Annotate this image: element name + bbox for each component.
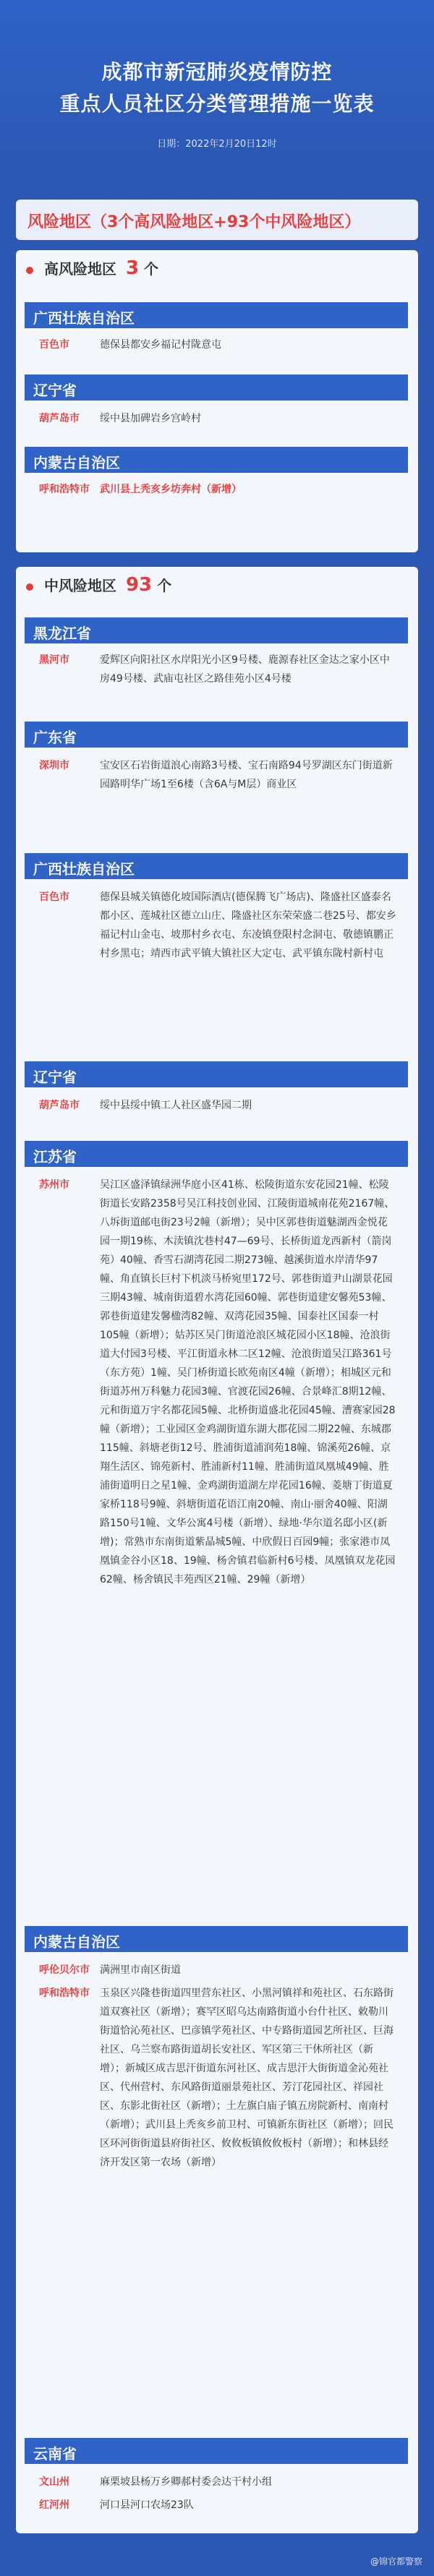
- title-line-2: 重点人员社区分类管理措施一览表: [59, 92, 375, 116]
- risk-summary-banner: [16, 200, 418, 240]
- province-neimenggu-high: 内蒙古自治区: [25, 447, 408, 473]
- high-risk-label: 高风险地区: [43, 260, 116, 278]
- city-label: 呼和浩特市: [39, 484, 90, 495]
- location-text: 宝安区石岩街道浪心南路3号楼、宝石南路94号罗湖区东门街道新园路明华广场1至6楼（含6A与M层）商业区: [100, 760, 393, 790]
- location-text: 绥中县加碑岩乡宫岭村: [100, 413, 201, 424]
- high-risk-count: 3: [125, 257, 140, 279]
- province-guangxi-high: 广西壮族自治区: [25, 302, 408, 328]
- province-neimenggu-mid: 内蒙古自治区: [25, 1926, 408, 1952]
- mid-risk-panel: [16, 567, 418, 2533]
- mid-risk-unit: 个: [157, 577, 172, 594]
- city-label: 葫芦岛市: [39, 413, 80, 424]
- warning-dot-icon: [26, 267, 33, 274]
- high-risk-unit: 个: [144, 260, 158, 278]
- mid-risk-label: 中风险地区: [43, 577, 116, 594]
- province-liaoning-mid: 辽宁省: [25, 1061, 408, 1087]
- location-text: 麻栗坡县杨万乡卿郝村委会达干村小组: [100, 2476, 272, 2488]
- risk-summary-text: 风险地区（3个高风险地区+93个中风险地区）: [27, 213, 361, 231]
- location-text: 吴江区盛泽镇绿洲华庭小区41栋、松陵街道东安花园21幢、松陵街道长安路2358号吴江科技创业园、江陵街道城南花苑2167幢、八坼街道邮电街23号2幢（新增）；吴中区郭巷街道魅湖西金悦花园一期19栋、木渎镇沈巷村47—69号、长桥街道龙西新村（箭岗苑）40幢、香雪石湖湾花园二期273幢、越溪街道水岸清华97幢、角直镇长巨村下机淡马桥宛里172号、郭巷街道尹山湖景花园三期43幢、城南街道碧水湾花园60幢、郭巷街道建安馨苑53幢、郭巷街道建发馨楹湾82幢、双湾花园35幢、国泰社区国泰一村105幢（新增）；姑苏区吴门街道沧浪区城花园小区18幢、沧浪街道大付园3号楼、平江街道永林二区12幢、沧浪街道吴江路361号（东方苑）1幢、吴门桥街道长欧苑南区4幢（新增）；相城区元和街道苏州万科魅力花园3幢、官渡花园26幢、合景峰汇8期12幢、元和街道万宇名都花园5幢、北桥街道盛北花园45幢、漕赛家园28幢（新增）；工业园区金鸡湖街道东湖大郡花园二期22幢、东城郡115幢、斜塘老街12号、胜浦街道浦润苑18幢、锦溪苑26幢、京翔生活区、锦苑新村、胜浦新村11幢、胜浦街道凤凰城49幢、胜浦街道明日之星1幢、金鸡湖街道湖左岸花园16幢、菱塘丁街道夏家桥118号9幢、斜塘街道花语江南20幢、南山·丽舍40幢、阳湖路150号1幢、文华公寓4号楼（新增）、绿地·华尔道名邸小区(新增)；常熟市东南街道紫晶城5幢、中欣假日百园9幢；张家港市凤凰镇金谷小区18、19幢、杨舍镇君临新村6号楼、凤凰镇双龙花园62幢、杨舍镇民丰苑西区21幢、29幢（新增）: [100, 1179, 396, 1586]
- location-text: 德保县城关镇德化坡国际酒店(德保腾飞广场店)、隆盛社区盛泰名都小区、莲城社区德立山庄、隆盛社区东荣荣盛二巷25号、都安乡福记村山金屯、坡那村乡衣屯、东凌镇登限村念洞屯、敬德镇鹏正村乡黑屯；靖西市武平镇大镇社区大定屯、武平镇东陇村新村屯: [100, 891, 396, 959]
- city-label: 百色市: [39, 339, 69, 351]
- city-label: 深圳市: [39, 760, 69, 771]
- location-text: 德保县都安乡福记村陇意屯: [100, 339, 221, 351]
- title-line-1: 成都市新冠肺炎疫情防控: [101, 60, 333, 84]
- province-liaoning-high: 辽宁省: [25, 375, 408, 401]
- city-label: 葫芦岛市: [39, 1100, 80, 1111]
- province-yunnan: 云南省: [25, 2438, 408, 2464]
- city-label: 呼和浩特市: [39, 1987, 90, 1999]
- province-guangxi-mid: 广西壮族自治区: [25, 853, 408, 879]
- province-heilongjiang: 黑龙江省: [25, 617, 408, 643]
- page-title: [0, 56, 434, 120]
- city-label: 百色市: [39, 891, 69, 903]
- mid-risk-header: [26, 574, 171, 596]
- warning-dot-icon: [26, 583, 33, 591]
- location-text: 武川县上秃亥乡坊奔村（新增）: [100, 484, 242, 495]
- province-jiangsu: 江苏省: [25, 1141, 408, 1167]
- province-guangdong: 广东省: [25, 722, 408, 748]
- location-text: 爱辉区向阳社区水岸阳光小区9号楼、鹿源春社区金达之家小区中房49号楼、武庙屯社区之路佳苑小区4号楼: [100, 654, 390, 685]
- update-date: 日期：2022年2月20日12时: [157, 139, 277, 150]
- location-text: 河口县河口农场23队: [100, 2499, 194, 2511]
- city-label: 呼伦贝尔市: [39, 1964, 90, 1976]
- city-label: 红河州: [39, 2499, 69, 2511]
- location-text: 满洲里市南区街道: [100, 1964, 181, 1976]
- footer: [0, 2539, 434, 2576]
- city-label: 文山州: [39, 2476, 69, 2488]
- header: [0, 0, 434, 174]
- city-label: 苏州市: [39, 1179, 69, 1191]
- mid-risk-count: 93: [125, 574, 153, 596]
- location-text: 玉泉区兴隆巷街道四里营东社区、小黑河镇祥和苑社区、石东路街道双赛社区（新增）；赛罕区昭乌达南路街道小台什社区、敕勒川街道恰沁苑社区、巴彦镇学苑社区、中专路街道园艺所社区、巨海社区、乌兰察布路街道胡长安社区、军区第三干休所社区（新增）；新城区成吉思汗街道东河社区、成吉思汗大街街道金沁苑社区、代州营村、东风路街道丽景苑社区、芳汀花园社区、祥园社区、东影北街社区（新增）；土左旗白庙子镇五房院新村、南南村（新增）；武川县上秃亥乡前卫村、可镇新东街社区（新增）；回民区环河街街道县府街社区、攸攸板镇攸攸板村（新增）；和林县经济开发区第一农场（新增）: [100, 1987, 393, 2168]
- high-risk-header: [26, 257, 158, 279]
- location-text: 绥中县绥中镇工人社区盛华园二期: [100, 1100, 252, 1111]
- watermark-text: @锦官都警察: [370, 2556, 422, 2567]
- city-label: 黑河市: [39, 654, 69, 666]
- high-risk-panel: [16, 250, 418, 552]
